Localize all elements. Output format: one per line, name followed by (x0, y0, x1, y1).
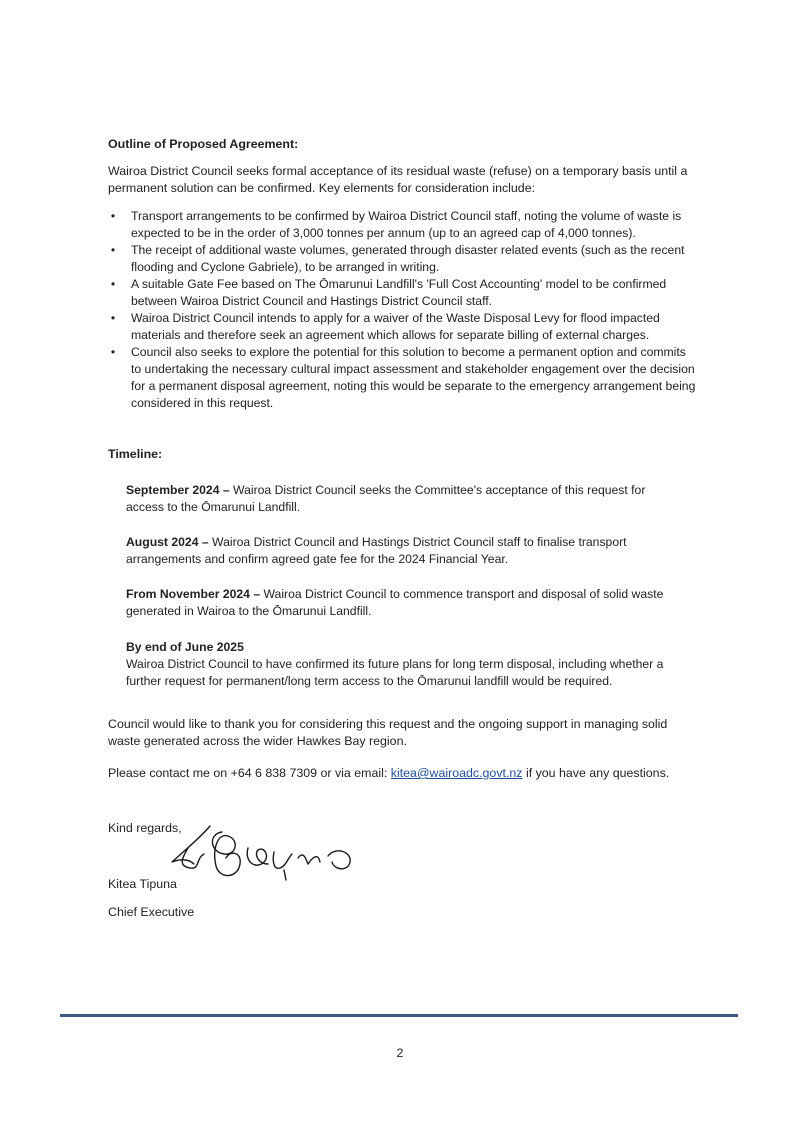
closing-regards: Kind regards, (108, 821, 182, 835)
timeline-date: September 2024 – (126, 483, 230, 497)
contact-paragraph (108, 765, 698, 782)
timeline-item (126, 586, 686, 620)
bullet-dot-icon: • (110, 243, 116, 257)
contact-suffix: if you have any questions. (522, 766, 670, 780)
outline-intro: Wairoa District Council seeks formal acceptance of its residual waste (refuse) on a temporary basis until a permanent solution can be confirmed. Key elements for consideration include: (108, 164, 688, 195)
signatory-title: Chief Executive (108, 905, 195, 919)
timeline-text: Wairoa District Council to commence transport and disposal of solid waste generated in Wairoa to the Ōmarunui Landfill. (126, 587, 664, 618)
page-number: 2 (396, 1046, 404, 1060)
thanks-paragraph: Council would like to thank you for considering this request and the ongoing support in managing solid waste generated across the wider Hawkes Bay region. (108, 717, 668, 748)
timeline-date: From November 2024 – (126, 587, 261, 601)
outline-bullet-list (108, 208, 698, 412)
timeline-item (126, 482, 686, 516)
footer-divider (60, 1014, 738, 1017)
contact-email-link[interactable]: kitea@wairoadc.govt.nz (390, 766, 523, 780)
timeline-text: Wairoa District Council and Hastings District Council staff to finalise transport arrangements and confirm agreed gate fee for the 2024 Financial Year. (126, 535, 627, 566)
bullet-dot-icon: • (110, 311, 116, 325)
bullet-item: • Transport arrangements to be confirmed by Wairoa District Council staff, noting the volume of waste is expected to be in the order of 3,000 tonnes per annum (up to an agreed cap of 4,000 tonnes). (108, 208, 698, 242)
timeline-heading: Timeline: (108, 447, 163, 461)
timeline-date: By end of June 2025 (126, 640, 244, 654)
bullet-item: • A suitable Gate Fee based on The Ōmarunui Landfill's 'Full Cost Accounting' model to be confirmed between Wairoa District Council and Hastings District Council staff. (108, 276, 698, 310)
bullet-item: • Council also seeks to explore the potential for this solution to become a permanent option and commits to undertaking the necessary cultural impact assessment and stakeholder engagement over the decision for a permanent disposal agreement, noting this would be separate to the emergency arrangement being considered in this request. (108, 344, 698, 412)
timeline-text: Wairoa District Council seeks the Committee's acceptance of this request for access to the Ōmarunui Landfill. (126, 483, 646, 514)
bullet-item: • Wairoa District Council intends to apply for a waiver of the Waste Disposal Levy for flood impacted materials and therefore seek an agreement which allows for separate billing of external charges. (108, 310, 698, 344)
outline-heading: Outline of Proposed Agreement: (108, 137, 299, 151)
bullet-dot-icon: • (110, 277, 116, 291)
timeline-text: Wairoa District Council to have confirmed its future plans for long term disposal, including whether a further request for permanent/long term access to the Ōmarunui landfill would be required. (126, 657, 664, 688)
bullet-item: • The receipt of additional waste volumes, generated through disaster related events (such as the recent flooding and Cyclone Gabriele), to be arranged in writing. (108, 242, 698, 276)
timeline-date: August 2024 – (126, 535, 209, 549)
timeline-item (126, 534, 686, 568)
signatory-name: Kitea Tipuna (108, 877, 177, 891)
contact-prefix: Please contact me on +64 6 838 7309 or via email: (108, 766, 391, 780)
bullet-dot-icon: • (110, 345, 116, 359)
bullet-dot-icon: • (110, 209, 116, 223)
timeline-item (126, 639, 686, 690)
